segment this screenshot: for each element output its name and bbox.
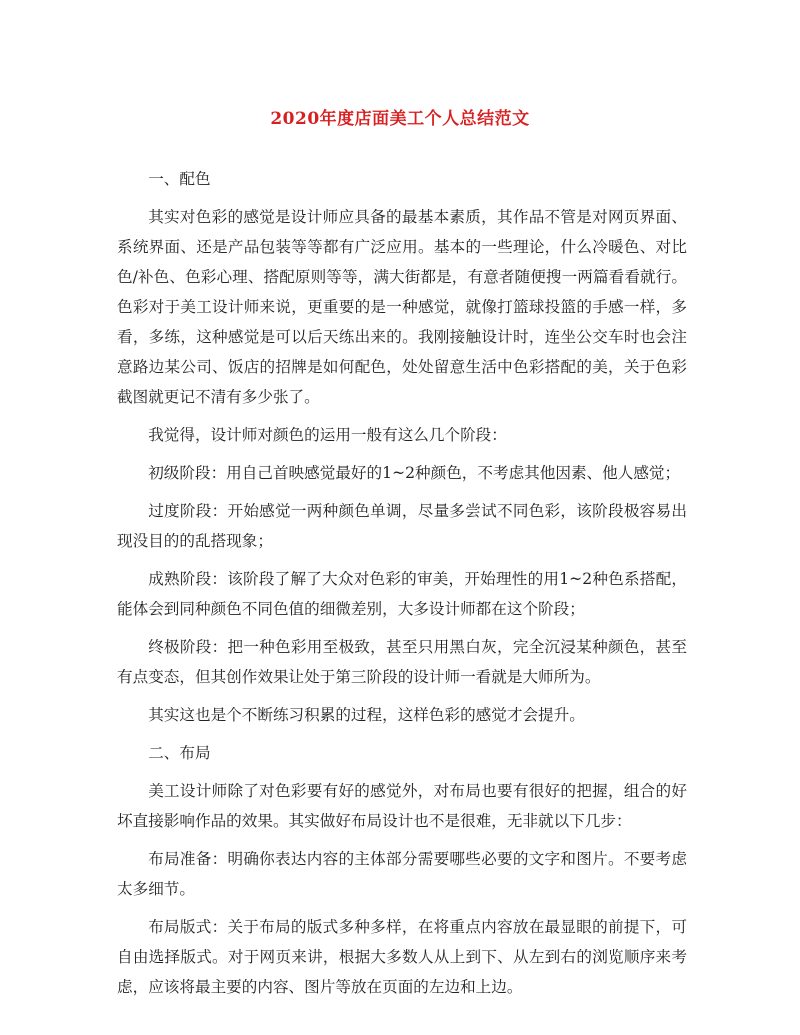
section-heading: 二、布局 bbox=[148, 744, 211, 762]
document-body bbox=[117, 164, 687, 1010]
section-heading: 一、配色 bbox=[148, 170, 211, 188]
document-title: 2020年度店面美工个人总结范文 bbox=[270, 109, 530, 129]
body-paragraph: 其实对色彩的感觉是设计师应具备的最基本素质，其作品不管是对网页界面、系统界面、还是产品包装等等都有广泛应用。基本的一些理论，什么冷暖色、对比色/补色、色彩心理、搭配原则等等，满大街都是，有意者随便搜一两篇看看就行。色彩对于美工设计师来说，更重要的是一种感觉，就像打篮球投篮的手感一样，多看，多练，这种感觉是可以后天练出来的。我刚接触设计时，连坐公交车时也会注意路边某公司、饭店的招牌是如何配色，处处留意生活中色彩搭配的美，关于色彩截图就更记不清有多少张了。 bbox=[117, 208, 687, 406]
body-paragraph: 其实这也是个不断练习积累的过程，这样色彩的感觉才会提升。 bbox=[148, 706, 585, 724]
body-paragraph: 我觉得，设计师对颜色的运用一般有这么几个阶段： bbox=[148, 426, 507, 444]
body-paragraph: 美工设计师除了对色彩要有好的感觉外，对布局也要有很好的把握，组合的好坏直接影响作品的效果。其实做好布局设计也不是很难，无非就以下几步： bbox=[117, 782, 687, 830]
body-paragraph: 布局版式：关于布局的版式多种多样，在将重点内容放在最显眼的前提下，可自由选择版式。对于网页来讲，根据大多数人从上到下、从左到右的浏览顺序来考虑，应该将最主要的内容、图片等放在页面的左边和上边。 bbox=[117, 918, 687, 996]
body-paragraph: 过度阶段：开始感觉一两种颜色单调，尽量多尝试不同色彩，该阶段极容易出现没目的的乱搭现象； bbox=[117, 502, 687, 550]
body-paragraph: 初级阶段：用自己首映感觉最好的1~2种颜色，不考虑其他因素、他人感觉； bbox=[148, 464, 681, 482]
body-paragraph: 终极阶段：把一种色彩用至极致，甚至只用黑白灰，完全沉浸某种颜色，甚至有点变态，但其创作效果让处于第三阶段的设计师一看就是大师所为。 bbox=[117, 638, 687, 686]
body-paragraph: 布局准备：明确你表达内容的主体部分需要哪些必要的文字和图片。不要考虑太多细节。 bbox=[117, 850, 687, 898]
body-paragraph: 成熟阶段：该阶段了解了大众对色彩的审美，开始理性的用1~2种色系搭配，能体会到同种颜色不同色值的细微差别，大多设计师都在这个阶段； bbox=[117, 570, 687, 618]
